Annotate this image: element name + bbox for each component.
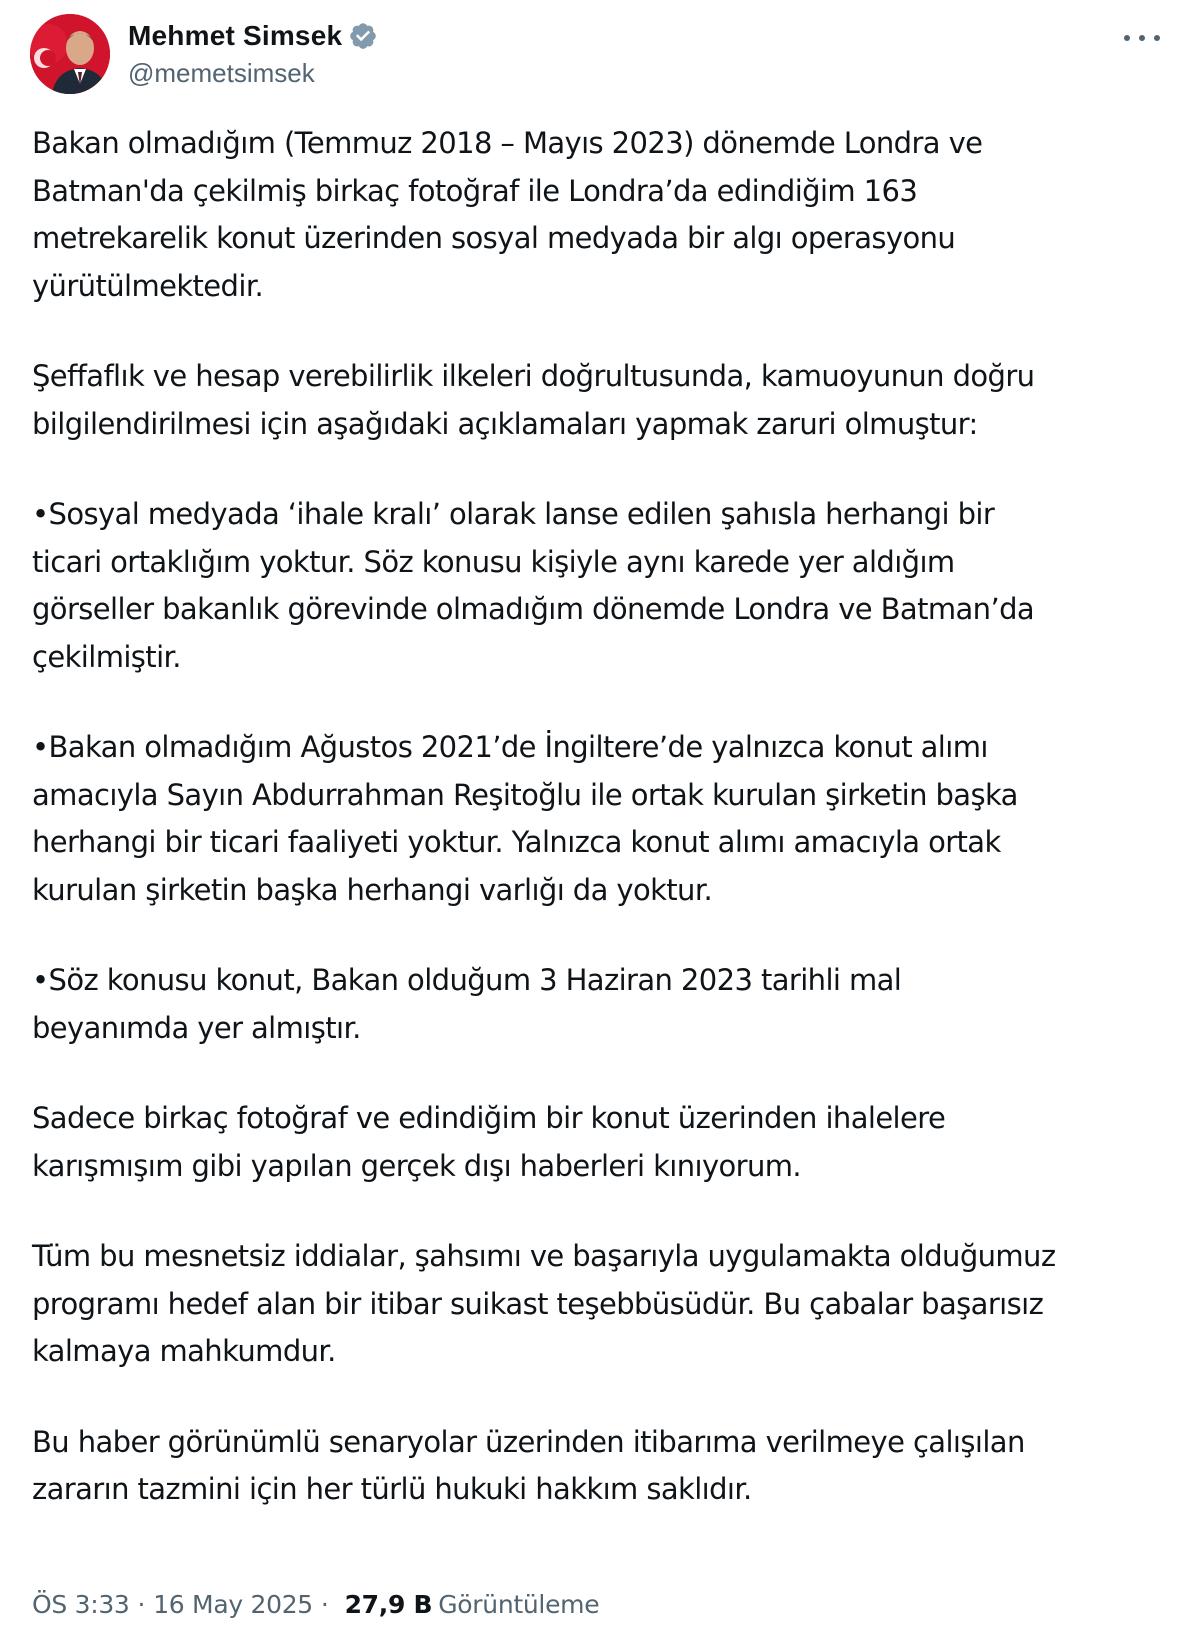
tweet-line: •Sosyal medyada ‘ihale kralı’ olarak lanse edilen şahısla herhangi bir [32, 497, 995, 531]
tweet-time[interactable]: ÖS 3:33 [32, 1590, 130, 1619]
paragraph-gap [32, 448, 1182, 491]
tweet-line: beyanımda yer almıştır. [32, 1010, 361, 1045]
paragraph-gap [32, 914, 1182, 957]
display-name[interactable]: Mehmet Simsek [128, 20, 343, 51]
tweet-paragraph [32, 724, 1182, 914]
author-names [128, 16, 378, 89]
tweet-line: •Bakan olmadığım Ağustos 2021’de İngiltere’de yalnızca konut alımı [32, 730, 988, 764]
tweet-line: Sadece birkaç fotoğraf ve edindiğim bir konut üzerinden ihalelere [32, 1101, 946, 1135]
tweet-paragraph [32, 1233, 1182, 1376]
more-options-icon[interactable] [1124, 28, 1160, 48]
tweet-line: amacıyla Sayın Abdurrahman Reşitoğlu ile ortak kurulan şirketin başka [32, 777, 1018, 812]
tweet-line: zararın tazmini için her türlü hukuki hakkım saklıdır. [32, 1472, 752, 1506]
tweet-line: ticari ortaklığım yoktur. Söz konusu kişiyle aynı karede yer aldığım [32, 544, 955, 579]
tweet-line: Şeffaflık ve hesap verebilirlik ilkeleri doğrultusunda, kamuoyunun doğru [32, 359, 1035, 393]
more-dot [1154, 35, 1160, 41]
tweet-line: •Söz konusu konut, Bakan olduğum 3 Haziran 2023 tarihli mal [32, 963, 902, 997]
avatar-photo-icon [30, 14, 110, 94]
tweet-line: Batman'da çekilmiş birkaç fotoğraf ile Londra’da edindiğim 163 [32, 173, 918, 208]
tweet-paragraph [32, 957, 1182, 1052]
meta-separator: · [320, 1590, 329, 1619]
tweet-date[interactable]: 16 May 2025 [153, 1590, 313, 1619]
tweet-line: Tüm bu mesnetsiz iddialar, şahsımı ve başarıyla uygulamakta olduğumuz [32, 1239, 1056, 1273]
tweet-paragraph [32, 353, 1182, 448]
tweet-line: kalmaya mahkumdur. [32, 1334, 336, 1368]
verified-badge-icon[interactable] [348, 21, 378, 51]
tweet-meta [32, 1590, 599, 1619]
tweet-line: bilgilendirilmesi için aşağıdaki açıklamaları yapmak zaruri olmuştur: [32, 406, 978, 441]
more-dot [1124, 35, 1130, 41]
tweet-line: çekilmiştir. [32, 639, 181, 674]
tweet-paragraph [32, 1419, 1182, 1514]
tweet-text [32, 120, 1182, 1514]
more-dot [1139, 35, 1145, 41]
paragraph-gap [32, 310, 1182, 353]
tweet-paragraph [32, 120, 1182, 310]
display-name-row [128, 16, 378, 56]
paragraph-gap [32, 1052, 1182, 1095]
tweet-line: karışmışım gibi yapılan gerçek dışı haberleri kınıyorum. [32, 1148, 802, 1183]
views-count[interactable]: 27,9 B [344, 1590, 433, 1619]
tweet-line: kurulan şirketin başka herhangi varlığı da yoktur. [32, 872, 713, 907]
views-label: Görüntüleme [438, 1590, 600, 1619]
tweet-line: Bu haber görünümlü senaryolar üzerinden itibarıma verilmeye çalışılan [32, 1424, 1025, 1459]
author-handle[interactable]: @memetsimsek [128, 58, 315, 88]
paragraph-gap [32, 1190, 1182, 1233]
avatar[interactable] [30, 14, 110, 94]
tweet-line: görseller bakanlık görevinde olmadığım dönemde Londra ve Batman’da [32, 592, 1035, 626]
tweet-line: metrekarelik konut üzerinden sosyal medyada bir algı operasyonu [32, 221, 956, 255]
paragraph-gap [32, 681, 1182, 724]
tweet-line: Bakan olmadığım (Temmuz 2018 – Mayıs 2023) dönemde Londra ve [32, 126, 983, 160]
tweet-paragraph [32, 491, 1182, 681]
tweet-line: yürütülmektedir. [32, 268, 264, 303]
paragraph-gap [32, 1376, 1182, 1419]
meta-separator: · [137, 1590, 146, 1619]
tweet-line: programı hedef alan bir itibar suikast teşebbüsüdür. Bu çabalar başarısız [32, 1286, 1044, 1321]
tweet-paragraph [32, 1095, 1182, 1190]
tweet-header [30, 14, 1170, 98]
tweet-line: herhangi bir ticari faaliyeti yoktur. Yalnızca konut alımı amacıyla ortak [32, 825, 1001, 859]
